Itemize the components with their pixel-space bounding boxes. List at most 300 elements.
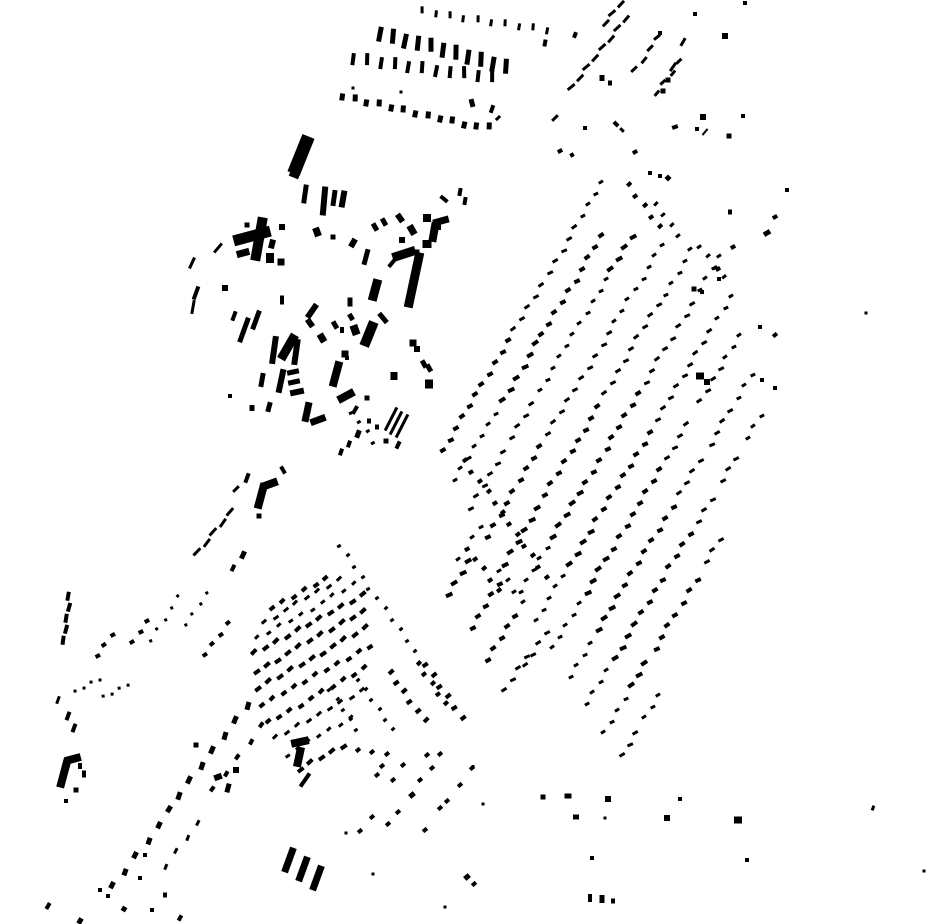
building	[185, 775, 193, 785]
building	[668, 395, 675, 401]
building	[602, 19, 610, 27]
building	[349, 695, 356, 701]
building	[611, 319, 617, 324]
building	[315, 613, 323, 621]
building	[728, 293, 734, 298]
building	[377, 312, 389, 324]
building	[618, 752, 624, 758]
building	[412, 110, 418, 118]
building	[679, 541, 686, 547]
building	[694, 578, 701, 584]
building	[82, 771, 86, 778]
building	[484, 657, 491, 663]
building	[190, 300, 195, 314]
building	[272, 615, 279, 621]
building	[680, 600, 687, 606]
building	[491, 500, 498, 506]
building	[593, 192, 599, 197]
building	[696, 373, 704, 380]
building	[535, 640, 541, 646]
building	[648, 368, 655, 374]
building	[213, 242, 223, 253]
building	[339, 676, 346, 683]
building	[457, 188, 462, 197]
building	[676, 58, 683, 65]
building	[614, 484, 621, 490]
building	[333, 659, 340, 666]
building	[359, 320, 378, 348]
building	[683, 314, 689, 319]
building	[473, 493, 480, 499]
building	[601, 729, 607, 734]
building	[708, 442, 714, 447]
building	[521, 543, 528, 549]
building	[312, 671, 319, 678]
building	[549, 534, 557, 541]
building	[597, 43, 606, 51]
building	[607, 434, 614, 440]
building	[658, 634, 665, 640]
building	[138, 629, 144, 635]
building	[560, 458, 567, 465]
building	[429, 765, 435, 771]
building	[660, 577, 667, 583]
building	[613, 23, 622, 31]
building	[557, 148, 563, 154]
building	[475, 70, 480, 82]
building	[549, 645, 555, 650]
building	[164, 617, 169, 622]
building	[588, 894, 592, 902]
building	[302, 678, 309, 685]
building	[588, 415, 595, 421]
building	[689, 468, 696, 474]
building	[269, 605, 276, 612]
building	[594, 565, 602, 572]
building	[523, 413, 529, 418]
building	[619, 645, 627, 651]
building	[338, 448, 344, 456]
building	[165, 805, 173, 813]
building	[384, 605, 389, 610]
building	[439, 43, 446, 58]
building	[71, 723, 78, 733]
building	[530, 652, 536, 657]
building	[476, 15, 479, 22]
building	[306, 638, 314, 646]
building	[170, 606, 175, 611]
building	[648, 214, 654, 220]
building	[564, 397, 571, 403]
building	[587, 365, 593, 370]
building	[98, 888, 102, 892]
building	[598, 289, 604, 294]
building	[568, 674, 574, 679]
building	[369, 814, 375, 820]
building	[660, 242, 666, 247]
building	[276, 673, 284, 680]
building	[541, 607, 547, 612]
building	[572, 387, 579, 393]
building	[559, 299, 566, 305]
building	[239, 550, 247, 559]
building	[730, 244, 736, 250]
building	[254, 634, 260, 640]
building	[702, 275, 708, 280]
building	[487, 123, 492, 130]
building	[635, 390, 642, 396]
building	[404, 639, 409, 644]
building	[254, 685, 262, 692]
building	[395, 809, 401, 815]
building	[221, 731, 228, 740]
building	[337, 602, 345, 610]
building	[223, 770, 229, 777]
building	[569, 152, 574, 157]
building	[351, 631, 359, 638]
building	[496, 568, 502, 573]
building	[659, 405, 666, 411]
building	[339, 190, 348, 208]
building	[478, 381, 485, 387]
building	[361, 664, 368, 671]
building	[230, 564, 237, 572]
building	[329, 683, 336, 690]
building	[121, 906, 128, 913]
building	[663, 455, 670, 461]
building	[458, 412, 465, 419]
building	[624, 296, 630, 301]
building	[647, 312, 653, 318]
building	[268, 694, 275, 701]
building	[472, 765, 475, 769]
building	[437, 751, 443, 757]
building	[675, 490, 682, 496]
building	[654, 90, 660, 97]
building	[352, 94, 357, 101]
building	[637, 609, 644, 616]
building	[266, 630, 272, 636]
building	[493, 411, 499, 416]
building	[464, 50, 471, 65]
building	[340, 708, 345, 713]
building	[545, 377, 551, 382]
building	[213, 773, 223, 781]
building	[357, 420, 362, 425]
building	[301, 184, 309, 204]
building	[498, 635, 505, 641]
building	[202, 652, 209, 659]
building	[619, 309, 625, 314]
building	[647, 428, 654, 434]
building	[583, 254, 590, 260]
building	[390, 777, 396, 783]
building	[646, 45, 653, 52]
building	[653, 646, 660, 652]
building	[276, 622, 282, 628]
building	[421, 7, 424, 14]
building	[590, 690, 596, 695]
building	[367, 419, 371, 424]
building	[284, 649, 292, 657]
building	[287, 368, 300, 375]
building	[145, 837, 152, 845]
building	[505, 337, 512, 343]
building	[640, 56, 647, 64]
building	[486, 488, 492, 494]
building	[515, 531, 522, 537]
building	[664, 174, 671, 181]
building	[76, 917, 83, 924]
building	[517, 23, 521, 31]
building	[661, 89, 666, 94]
building	[727, 408, 733, 413]
building	[692, 287, 697, 292]
building	[329, 360, 343, 387]
building	[306, 758, 314, 766]
building	[641, 715, 647, 720]
building	[510, 677, 517, 683]
building	[576, 601, 582, 606]
building	[587, 640, 593, 645]
building	[554, 521, 562, 528]
building	[923, 870, 926, 873]
building	[391, 726, 396, 731]
building	[339, 635, 347, 643]
building	[785, 188, 789, 192]
building	[265, 402, 272, 413]
building	[350, 53, 355, 65]
building	[298, 662, 306, 669]
building	[471, 881, 477, 887]
building	[704, 559, 711, 565]
building	[642, 324, 648, 329]
building	[420, 61, 425, 73]
building	[421, 662, 428, 668]
building	[414, 708, 421, 715]
building	[348, 238, 358, 249]
building	[422, 717, 429, 724]
building	[628, 463, 635, 469]
building	[379, 763, 385, 769]
building	[155, 821, 162, 829]
building	[264, 677, 272, 685]
building	[320, 650, 328, 657]
building	[605, 494, 612, 501]
building	[448, 11, 451, 18]
building	[285, 753, 291, 759]
building	[461, 121, 467, 129]
building	[672, 612, 679, 618]
building	[359, 607, 367, 615]
building	[490, 70, 494, 82]
building	[66, 603, 72, 612]
building	[486, 471, 493, 477]
building	[448, 66, 453, 78]
building	[296, 766, 304, 774]
building	[376, 100, 381, 107]
building	[606, 331, 612, 337]
building	[621, 582, 628, 588]
building	[351, 565, 356, 570]
building	[384, 439, 389, 444]
building	[356, 678, 361, 683]
building	[316, 733, 322, 739]
building	[610, 545, 617, 551]
building	[684, 480, 691, 486]
building	[675, 233, 681, 239]
building	[568, 499, 576, 506]
building	[544, 27, 548, 35]
building	[478, 525, 484, 530]
building	[656, 466, 663, 472]
building	[359, 687, 366, 693]
building	[474, 613, 481, 620]
building	[632, 730, 638, 736]
building	[358, 590, 366, 598]
building	[537, 556, 543, 561]
building	[759, 413, 765, 418]
building	[625, 632, 633, 639]
building	[541, 795, 546, 800]
building	[481, 565, 487, 571]
building	[646, 264, 652, 269]
building	[345, 832, 348, 835]
building	[633, 287, 639, 292]
building	[138, 876, 142, 880]
building	[444, 798, 450, 804]
building	[144, 618, 150, 624]
building	[687, 246, 693, 252]
building	[250, 310, 262, 331]
building	[188, 257, 196, 269]
building	[389, 617, 394, 622]
building	[719, 418, 725, 424]
building	[604, 817, 607, 820]
building	[209, 785, 216, 792]
building	[365, 53, 369, 65]
building	[682, 421, 689, 427]
building	[598, 680, 604, 685]
building	[459, 569, 467, 575]
building	[714, 315, 720, 320]
building	[348, 411, 353, 416]
building	[132, 851, 139, 859]
building	[627, 682, 635, 689]
building	[542, 39, 547, 47]
building	[598, 180, 604, 185]
building	[468, 506, 475, 512]
building	[109, 881, 116, 889]
building	[451, 579, 459, 586]
building	[660, 213, 666, 219]
building	[208, 640, 215, 647]
building	[364, 99, 370, 107]
building	[506, 549, 514, 556]
building	[474, 122, 480, 130]
building	[433, 65, 439, 77]
building	[560, 573, 566, 578]
building	[725, 466, 731, 472]
building	[421, 671, 428, 677]
building	[436, 684, 443, 690]
building	[621, 412, 628, 418]
building	[408, 791, 416, 799]
building	[284, 730, 291, 736]
building	[650, 478, 657, 484]
building	[576, 489, 584, 496]
building	[512, 613, 519, 619]
building	[279, 466, 286, 475]
building	[392, 679, 399, 685]
building	[579, 539, 587, 546]
building	[205, 590, 210, 595]
building	[95, 653, 102, 659]
building	[692, 350, 698, 356]
building	[295, 856, 310, 883]
building	[150, 908, 154, 912]
building	[536, 443, 543, 449]
building	[576, 74, 584, 83]
building	[533, 617, 539, 622]
building	[693, 12, 697, 16]
building	[542, 492, 549, 498]
building	[535, 564, 541, 570]
building	[400, 762, 406, 768]
building	[663, 292, 669, 297]
building	[338, 722, 344, 728]
building	[462, 15, 466, 23]
building	[663, 621, 670, 628]
building	[496, 587, 502, 593]
building	[501, 561, 509, 567]
building	[605, 796, 611, 802]
building	[385, 821, 391, 827]
building	[314, 588, 320, 594]
building	[445, 592, 453, 598]
building	[372, 873, 375, 876]
building	[614, 593, 622, 600]
building	[414, 36, 421, 51]
building	[401, 105, 406, 112]
building	[414, 346, 420, 352]
building	[545, 546, 551, 551]
building	[106, 894, 110, 898]
building	[489, 105, 495, 114]
building	[698, 458, 705, 464]
building	[352, 87, 355, 90]
building	[633, 334, 639, 340]
building	[686, 587, 693, 593]
building	[653, 33, 661, 40]
building	[682, 373, 689, 379]
building	[600, 506, 607, 512]
building	[580, 214, 586, 219]
building	[552, 258, 558, 264]
building	[326, 726, 332, 732]
building	[376, 27, 384, 42]
building	[371, 441, 376, 446]
building	[374, 772, 380, 778]
building	[459, 715, 466, 722]
building	[480, 433, 486, 438]
building	[734, 817, 742, 824]
building	[117, 686, 120, 689]
building	[555, 470, 562, 476]
building	[384, 751, 390, 757]
building	[523, 655, 530, 660]
building	[78, 763, 82, 769]
